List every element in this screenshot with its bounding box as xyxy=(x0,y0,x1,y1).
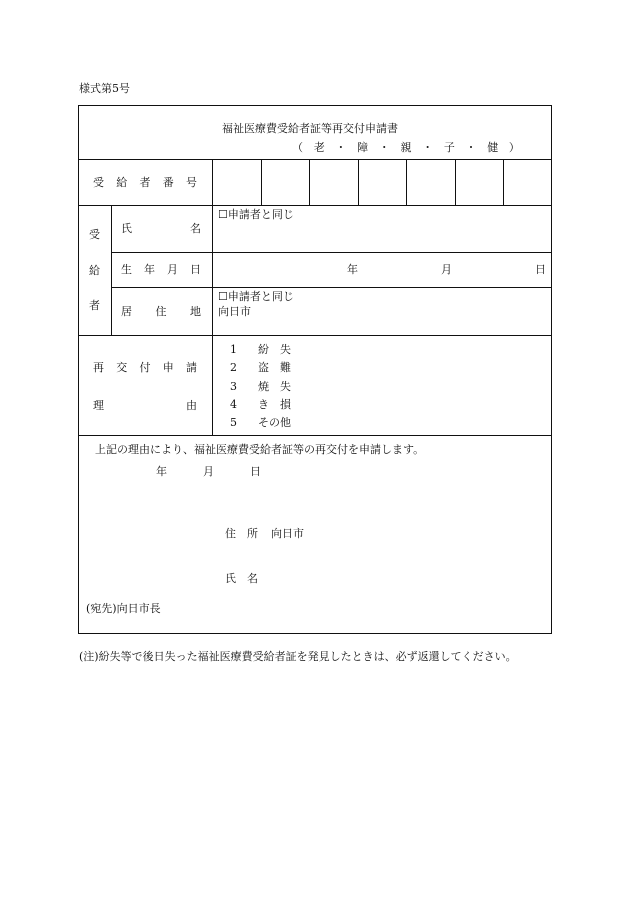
address-field[interactable] xyxy=(260,304,550,334)
dob-year-unit: 年 xyxy=(347,263,358,276)
reason-text: 紛 失 xyxy=(258,343,291,356)
applicant-name-label: 氏 名 xyxy=(225,572,258,585)
reason-number: 5 xyxy=(230,416,237,429)
address-label: 居 住 地 xyxy=(121,305,201,318)
form-title: 福祉医療費受給者証等再交付申請書 xyxy=(222,122,398,135)
divider xyxy=(79,435,551,436)
dob-field[interactable] xyxy=(213,253,550,286)
application-date-month-unit: 月 xyxy=(203,465,214,478)
application-date-day-unit: 日 xyxy=(250,465,261,478)
same-as-applicant-label: 申請者と同じ xyxy=(227,290,294,303)
category-item: 老 xyxy=(313,141,325,154)
divider xyxy=(111,205,112,335)
reason-text: 焼 失 xyxy=(258,380,291,393)
recipient-number-digit-box[interactable] xyxy=(213,160,260,204)
category-separator: ・ xyxy=(378,141,390,154)
application-date-field[interactable] xyxy=(120,462,265,480)
applicant-address-field[interactable] xyxy=(270,524,545,542)
divider xyxy=(79,205,551,206)
recipient-number-label: 受 給 者 番 号 xyxy=(93,176,197,189)
reason-option[interactable] xyxy=(230,416,291,429)
footnote: (注)紛失等で後日失った福祉医療費受給者証を発見したときは、必ず返還してください。 xyxy=(79,650,517,663)
same-as-applicant-label: 申請者と同じ xyxy=(227,208,294,221)
category-close-paren: ） xyxy=(508,141,520,154)
reason-label-line-2: 理 由 xyxy=(93,399,197,412)
dob-label: 生 年 月 日 xyxy=(121,263,201,276)
recipient-number-digit-box[interactable] xyxy=(262,160,308,204)
reason-option[interactable] xyxy=(230,343,291,356)
declaration-statement: 上記の理由により、福祉医療費受給者証等の再交付を申請します。 xyxy=(95,443,425,456)
applicant-address-prefill: 向日市 xyxy=(271,527,304,540)
recipient-number-digit-box[interactable] xyxy=(407,160,454,204)
recipient-number-digit-box[interactable] xyxy=(504,160,550,204)
same-as-applicant-option[interactable] xyxy=(218,290,294,303)
category-item: 障 xyxy=(357,141,369,154)
recipient-number-digit-box[interactable] xyxy=(359,160,405,204)
category-item: 子 xyxy=(443,141,455,154)
addressee: (宛先)向日市長 xyxy=(86,602,161,615)
category-separator: ・ xyxy=(422,141,434,154)
divider xyxy=(111,287,551,288)
reason-text: 盗 難 xyxy=(258,361,291,374)
recipient-number-digit-box[interactable] xyxy=(310,160,357,204)
reason-number: 2 xyxy=(230,361,237,374)
recipient-label: 受 給 者 xyxy=(89,228,100,312)
reason-option[interactable] xyxy=(230,361,291,374)
reason-number: 3 xyxy=(230,380,237,393)
reason-number: 4 xyxy=(230,398,237,411)
reason-label-line-1: 再 交 付 申 請 xyxy=(93,361,197,374)
category-separator: ・ xyxy=(465,141,477,154)
recipient-number-digit-box[interactable] xyxy=(456,160,502,204)
dob-day-unit: 日 xyxy=(535,263,546,276)
category-separator: ・ xyxy=(335,141,347,154)
same-as-applicant-option[interactable] xyxy=(218,208,294,221)
application-date-year-unit: 年 xyxy=(156,465,167,478)
category-item: 親 xyxy=(400,141,412,154)
reason-text: その他 xyxy=(258,416,291,429)
reason-text: き 損 xyxy=(258,398,291,411)
category-line xyxy=(292,141,520,154)
reason-number: 1 xyxy=(230,343,237,356)
name-field[interactable] xyxy=(213,222,550,251)
category-open-paren: （ xyxy=(292,141,303,154)
checkbox-icon[interactable]: ☐ xyxy=(218,290,228,303)
form-number: 様式第5号 xyxy=(79,82,130,95)
applicant-address-label: 住 所 xyxy=(225,527,258,540)
category-item: 健 xyxy=(487,141,499,154)
reason-option[interactable] xyxy=(230,398,291,411)
name-label: 氏 名 xyxy=(121,222,201,235)
reason-option[interactable] xyxy=(230,380,291,393)
address-prefill: 向日市 xyxy=(218,305,251,318)
checkbox-icon[interactable]: ☐ xyxy=(218,208,228,221)
dob-month-unit: 月 xyxy=(441,263,452,276)
applicant-name-field[interactable] xyxy=(270,569,545,587)
divider xyxy=(79,335,551,336)
